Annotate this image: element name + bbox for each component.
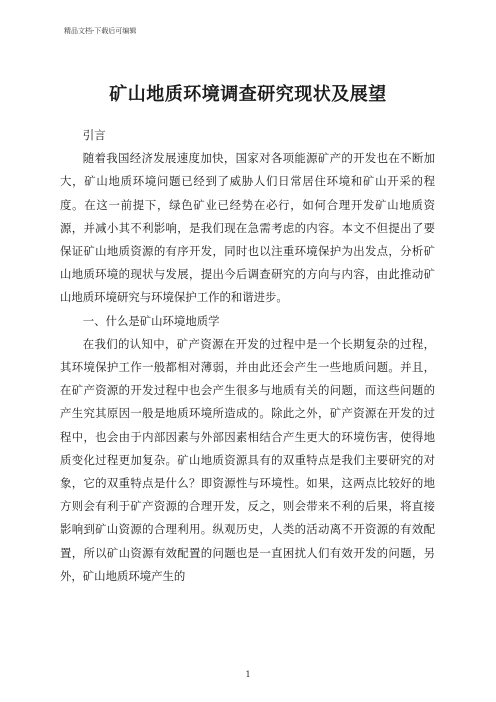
section-heading: 一、什么是矿山环境地质学	[82, 313, 220, 328]
intro-heading: 引言	[82, 128, 106, 142]
section-paragraph: 在我们的认知中，矿产资源在开发的过程中是一个长期复杂的过程，其环境保护工作一般都相对薄弱，并由此还会产生一些地质问题。并且，在矿产资源的开发过程中也会产生很多与地质有关的问题，而这些问题的产生究其原因一般是地质环境所造成的。除此之外，矿产资源在开发的过程中，也会由于内部因素与外部因素相结合产生更大的环境伤害，使得地质变化过程更加复杂。矿山地质资源具有的双重特点是我们主要研究的对象，它的双重特点是什么？即资源性与环境性。如果，这两点比较好的地方则会有利于矿产资源的合理开发，反之，则会带来不利的后果，将直接影响到矿山资源的合理利用。纵观历史，人类的活动离不开资源的有效配置，所以矿山资源有效配置的问题也是一直困扰人们有效开发的问题，另外，矿山地质环境产生的	[60, 336, 435, 583]
intro-paragraph: 随着我国经济发展速度加快，国家对各项能源矿产的开发也在不断加大，矿山地质环境问题已经到了威胁人们日常居住环境和矿山开采的程度。在这一前提下，绿色矿业已经势在必行，如何合理开发矿山地质资源，并减小其不利影响，是我们现在急需考虑的内容。本文不但提出了要保证矿山地质资源的有序开发，同时也以注重环境保护为出发点，分析矿山地质环境的现状与发展，提出今后调查研究的方向与内容，由此推动矿山地质环境研究与环境保护工作的和谐进步。	[60, 151, 435, 305]
header-note: 精品文档-下载后可编辑	[64, 27, 137, 35]
document-body	[60, 124, 435, 588]
page-number: 1	[245, 670, 251, 679]
document-title: 矿山地质环境调查研究现状及展望	[109, 84, 387, 105]
